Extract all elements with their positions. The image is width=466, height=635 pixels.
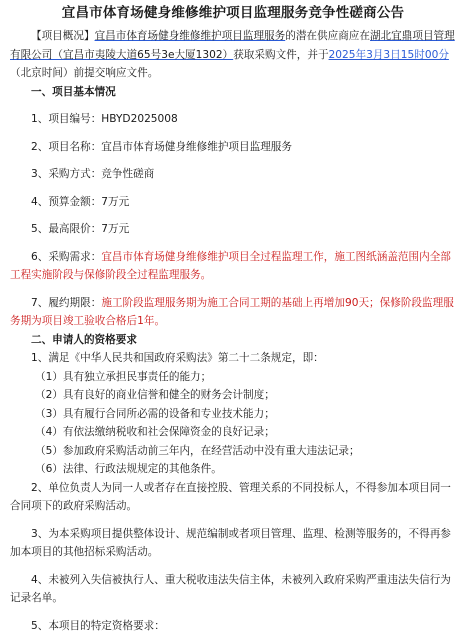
qualification-sub-item: （5）参加政府采购活动前三年内，在经营活动中没有重大违法记录； [10, 442, 456, 461]
requirement-label: 6、采购需求： [31, 251, 101, 263]
period-text: 施工阶段监理服务期为施工合同工期的基础上再增加90天；保修阶段监理服务期为项目竣工验收合格后1年。 [10, 297, 454, 328]
overview-text: 获取采购文件，并于 [233, 49, 328, 61]
qualification-item: 3、为本采购项目提供整体设计、规范编制或者项目管理、监理、检测等服务的，不得再参加本项目的其他招标采购活动。 [10, 525, 456, 562]
qualification-sub-item: （6）法律、行政法规规定的其他条件。 [10, 460, 456, 479]
performance-period [10, 294, 456, 331]
overview-paragraph [10, 27, 456, 83]
project-name: 2、项目名称：宜昌市体育场健身维修维护项目监理服务 [10, 138, 456, 157]
page-title: 宜昌市体育场健身维修维护项目监理服务竞争性磋商公告 [10, 0, 456, 27]
max-price: 5、最高限价：7万元 [10, 220, 456, 239]
requirement-text: 宜昌市体育场健身维修维护项目全过程监理工作，施工图纸涵盖范围内全部工程实施阶段与保修阶段全过程监理服务。 [10, 251, 451, 282]
qualification-sub-item: （4）有依法缴纳税收和社会保障资金的良好记录； [10, 423, 456, 442]
period-label: 7、履约期限： [31, 297, 101, 309]
section-heading-qualifications: 二、申请人的资格要求 [10, 331, 456, 350]
procurement-method: 3、采购方式：竞争性磋商 [10, 165, 456, 184]
qualification-item: 4、未被列入失信被执行人、重大税收违法失信主体，未被列入政府采购严重违法失信行为记录名单。 [10, 571, 456, 608]
overview-label: 【项目概况】 [31, 30, 95, 42]
agency-link[interactable]: 湖北宜鼎项目管理有限公司（宜昌市夷陵大道65号3e大厦1302） [10, 30, 455, 61]
project-name-link[interactable]: 宜昌市体育场健身维修维护项目监理服务 [95, 30, 286, 42]
section-heading-basic-info: 一、项目基本情况 [10, 83, 456, 102]
procurement-requirement [10, 248, 456, 285]
deadline-date[interactable]: 2025年3月3日15时00分 [329, 49, 449, 61]
qualification-item: 5、本项目的特定资格要求： [10, 617, 456, 635]
qualification-item: 2、单位负责人为同一人或者存在直接控股、管理关系的不同投标人，不得参加本项目同一合同项下的政府采购活动。 [10, 479, 456, 516]
qualification-item: 1、满足《中华人民共和国政府采购法》第二十二条规定，即： [10, 349, 456, 368]
qualification-sub-item: （2）具有良好的商业信誉和健全的财务会计制度； [10, 386, 456, 405]
overview-text: （北京时间）前提交响应文件。 [10, 67, 158, 79]
project-number: 1、项目编号：HBYD2025008 [10, 110, 456, 129]
qualification-sub-item: （3）具有履行合同所必需的设备和专业技术能力； [10, 405, 456, 424]
qualification-sub-item: （1）具有独立承担民事责任的能力； [10, 368, 456, 387]
budget-amount: 4、预算金额：7万元 [10, 193, 456, 212]
overview-text: 的潜在供应商应在 [285, 30, 370, 42]
